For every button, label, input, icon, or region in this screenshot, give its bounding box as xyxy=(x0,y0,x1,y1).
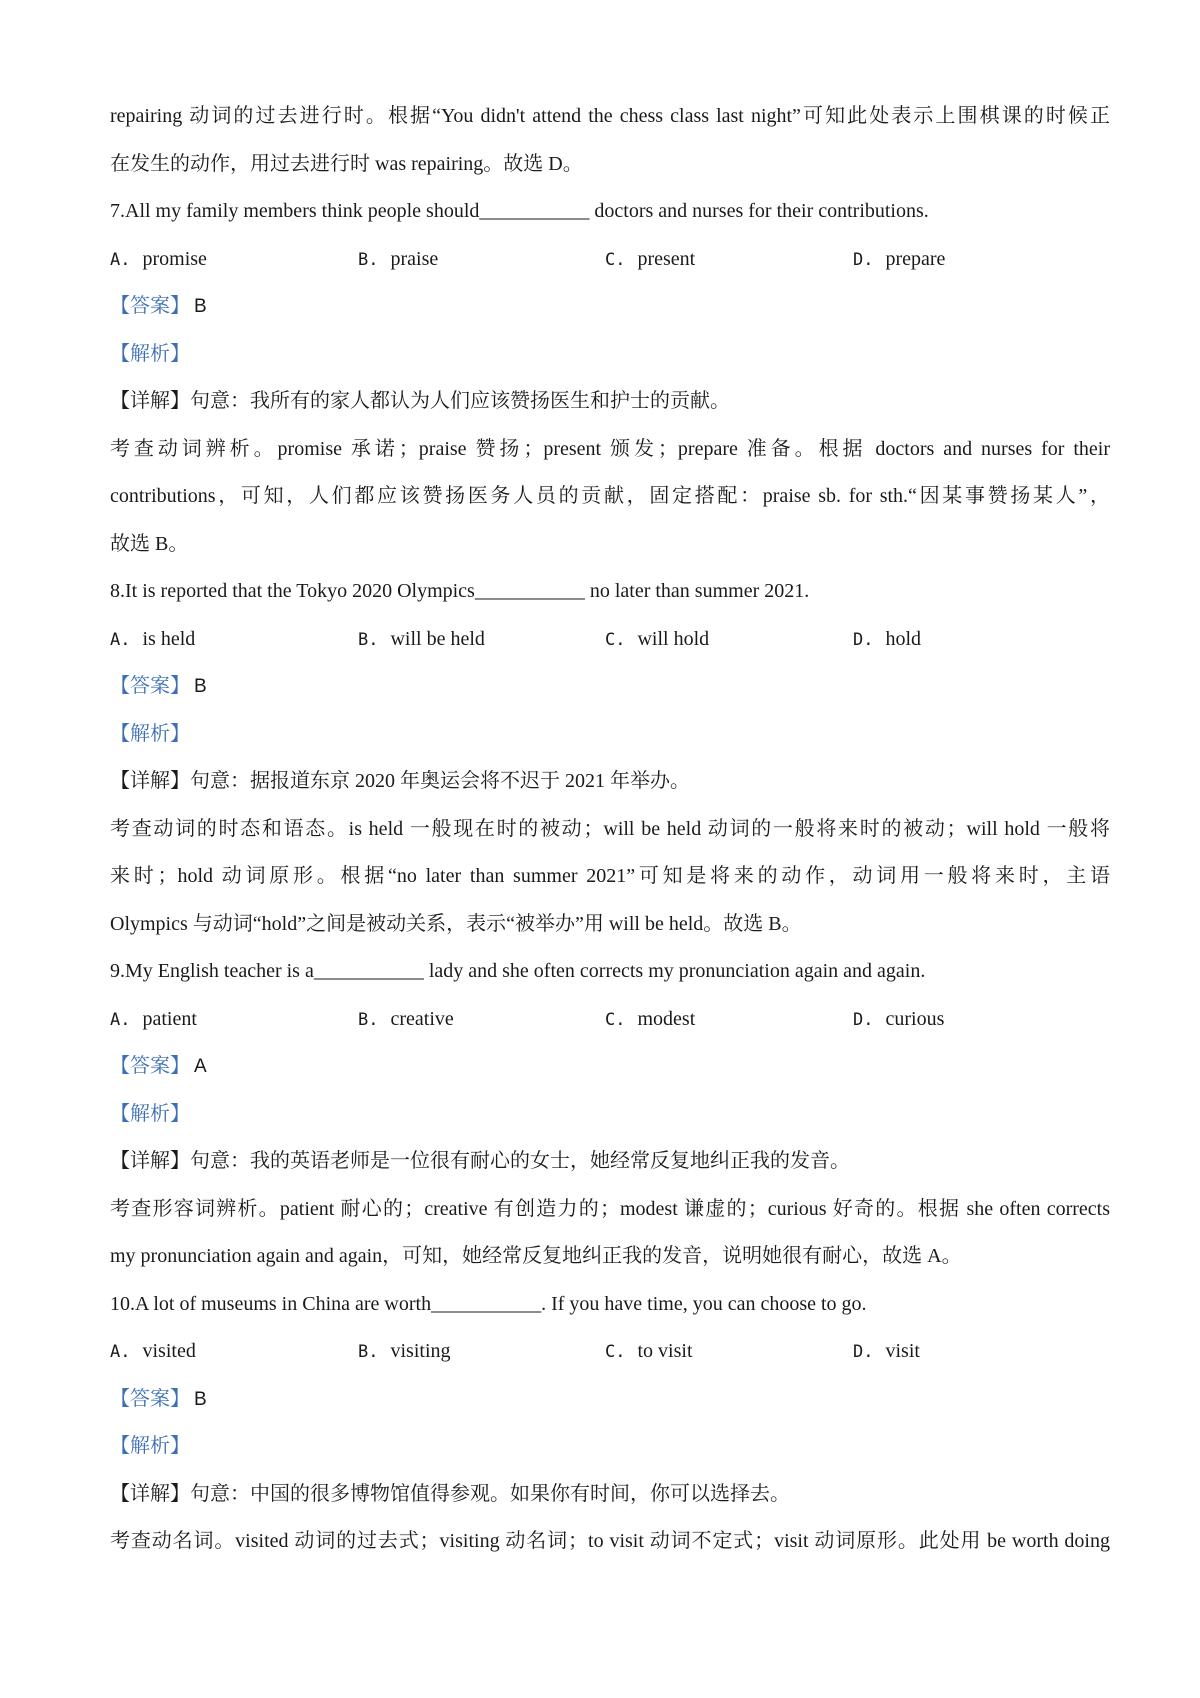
q10-analysis-tag: 【解析】 xyxy=(110,1435,190,1457)
q10-option-d: D. visit xyxy=(853,1340,920,1362)
q7-option-b: B. praise xyxy=(358,248,439,270)
q7-option-d: D. prepare xyxy=(853,248,946,270)
q7-explanation-line-3: 故选 B。 xyxy=(110,533,189,555)
q8-stem: 8.It is reported that the Tokyo 2020 Olympics___________ no later than summer 2021. xyxy=(110,580,810,602)
q10-detail: 【详解】句意：中国的很多博物馆值得参观。如果你有时间，你可以选择去。 xyxy=(110,1483,790,1505)
q8-analysis-tag: 【解析】 xyxy=(110,723,190,745)
q8-explanation-line-3: Olympics 与动词“hold”之间是被动关系，表示“被举办”用 will be held。故选 B。 xyxy=(110,913,802,935)
q10-options xyxy=(110,1338,1110,1364)
q10-stem: 10.A lot of museums in China are worth___________. If you have time, you can choose to go. xyxy=(110,1293,867,1315)
q6-analysis-line-1: repairing 动词的过去进行时。根据“You didn't attend the chess class last night”可知此处表示上围棋课的时候正 xyxy=(110,105,1110,127)
q9-answer: 【答案】 A xyxy=(110,1055,207,1077)
q7-options xyxy=(110,246,1110,272)
q9-explanation-line-1: 考查形容词辨析。patient 耐心的；creative 有创造力的；modest 谦虚的；curious 好奇的。根据 she often corrects xyxy=(110,1198,1110,1220)
q8-answer: 【答案】 B xyxy=(110,675,207,697)
q9-analysis-tag: 【解析】 xyxy=(110,1103,190,1125)
q6-analysis-line-2: 在发生的动作，用过去进行时 was repairing。故选 D。 xyxy=(110,153,583,175)
q8-explanation-line-1: 考查动词的时态和语态。is held 一般现在时的被动；will be held 动词的一般将来时的被动；will hold 一般将 xyxy=(110,818,1110,840)
q10-answer: 【答案】 B xyxy=(110,1388,207,1410)
q8-option-a: A. is held xyxy=(110,628,196,650)
q10-option-c: C. to visit xyxy=(605,1340,693,1362)
q9-stem: 9.My English teacher is a___________ lady and she often corrects my pronunciation again and again. xyxy=(110,960,926,982)
q7-explanation-line-1: 考查动词辨析。promise 承诺；praise 赞扬；present 颁发；prepare 准备。根据 doctors and nurses for their xyxy=(110,438,1110,460)
q10-explanation-line-1: 考查动名词。visited 动词的过去式；visiting 动名词；to visit 动词不定式；visit 动词原形。此处用 be worth doing xyxy=(110,1530,1110,1552)
q8-option-d: D. hold xyxy=(853,628,922,650)
q7-stem: 7.All my family members think people should___________ doctors and nurses for their contributions. xyxy=(110,200,929,222)
q8-options xyxy=(110,626,1110,652)
q8-option-b: B. will be held xyxy=(358,628,485,650)
q7-analysis-tag: 【解析】 xyxy=(110,343,190,365)
q9-options xyxy=(110,1006,1110,1032)
q7-answer: 【答案】 B xyxy=(110,295,207,317)
q9-explanation-line-2: my pronunciation again and again，可知，她经常反复地纠正我的发音，说明她很有耐心，故选 A。 xyxy=(110,1245,962,1267)
q8-detail: 【详解】句意：据报道东京 2020 年奥运会将不迟于 2021 年举办。 xyxy=(110,770,690,792)
q9-option-b: B. creative xyxy=(358,1008,454,1030)
q8-option-c: C. will hold xyxy=(605,628,710,650)
q7-detail: 【详解】句意：我所有的家人都认为人们应该赞扬医生和护士的贡献。 xyxy=(110,390,730,412)
q9-detail: 【详解】句意：我的英语老师是一位很有耐心的女士，她经常反复地纠正我的发音。 xyxy=(110,1150,850,1172)
q9-option-a: A. patient xyxy=(110,1008,197,1030)
q7-option-a: A. promise xyxy=(110,248,207,270)
q10-option-b: B. visiting xyxy=(358,1340,451,1362)
q7-option-c: C. present xyxy=(605,248,696,270)
q9-option-d: D. curious xyxy=(853,1008,945,1030)
q8-explanation-line-2: 来时；hold 动词原形。根据“no later than summer 2021”可知是将来的动作，动词用一般将来时，主语 xyxy=(110,865,1110,887)
q9-option-c: C. modest xyxy=(605,1008,696,1030)
q10-option-a: A. visited xyxy=(110,1340,196,1362)
q7-explanation-line-2: contributions，可知，人们都应该赞扬医务人员的贡献，固定搭配：praise sb. for sth.“因某事赞扬某人”， xyxy=(110,485,1110,507)
